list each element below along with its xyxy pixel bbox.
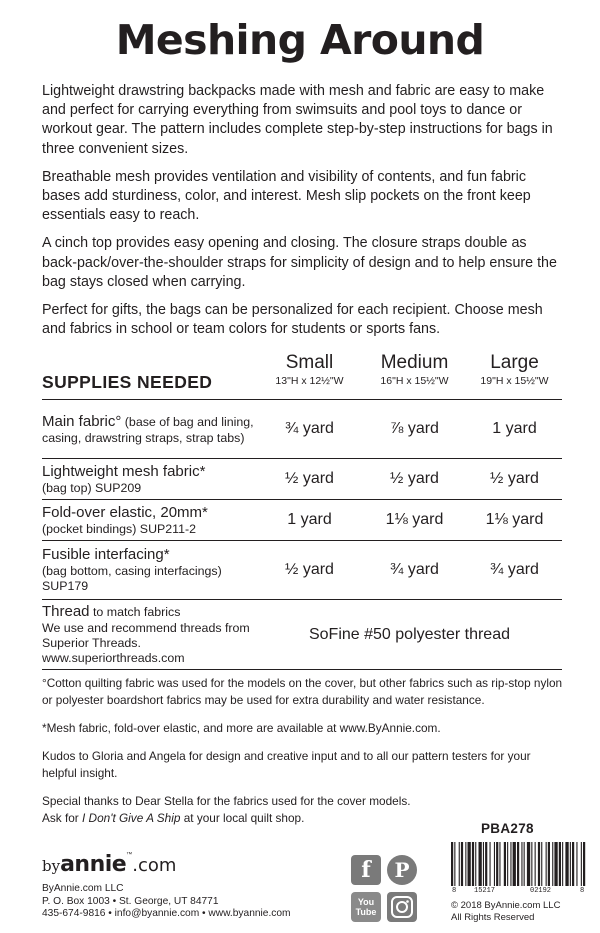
intro-paragraph: Perfect for gifts, the bags can be personalized for each recipient. Choose mesh and fabrics in school or team colors for students or sports fans. bbox=[42, 302, 543, 338]
barcode-bar bbox=[459, 842, 460, 886]
qty-large: 1 yard bbox=[467, 400, 562, 459]
supply-note: (bag top) SUP209 bbox=[42, 480, 142, 495]
thread-line bbox=[42, 603, 257, 621]
barcode-bar bbox=[475, 842, 476, 886]
barcode-bar bbox=[451, 842, 453, 886]
size-name: Medium bbox=[380, 352, 449, 373]
product-name: I Don't Give A Ship bbox=[82, 811, 181, 825]
company-address: P. O. Box 1003 • St. George, UT 84771 bbox=[42, 895, 219, 907]
size-header-large bbox=[467, 352, 562, 388]
qty-small: 1 yard bbox=[257, 500, 362, 541]
youtube-you: You bbox=[357, 897, 375, 907]
barcode-bar bbox=[454, 842, 455, 886]
table-row bbox=[42, 459, 562, 500]
barcode-bar bbox=[521, 842, 522, 886]
company-contact: 435-674-9816 • info@byannie.com • www.byannie.com bbox=[42, 908, 291, 919]
intro-paragraph: A cinch top provides easy opening and closing. The closure straps double as back-pack/over-the-shoulder straps for simplicity of design and to help ensure the bag stays closed when carrying. bbox=[42, 235, 557, 290]
barcode-bar bbox=[562, 842, 563, 886]
supply-item bbox=[42, 541, 257, 600]
thanks-ask: Ask for bbox=[42, 811, 82, 825]
thread-recommendation: We use and recommend threads from Superior Threads. www.superiorthreads.com bbox=[42, 621, 250, 665]
size-name: Large bbox=[490, 352, 539, 373]
qty-small: ¾ yard bbox=[257, 400, 362, 459]
barcode-bar bbox=[490, 842, 491, 886]
barcode-bar bbox=[572, 842, 574, 886]
qty-medium: ¾ yard bbox=[362, 541, 467, 600]
barcode-bar bbox=[479, 842, 482, 886]
thread-value: SoFine #50 polyester thread bbox=[257, 600, 562, 670]
intro-paragraph: Lightweight drawstring backpacks made with mesh and fabric are easy to make and perfect for carrying everything from swimsuits and pool toys to dance or workout gear. The pattern includes complete step-by-step instructions for bags in three convenient sizes. bbox=[42, 83, 553, 157]
company-name: ByAnnie.com LLC bbox=[42, 883, 124, 894]
qty-large: 1⅛ yard bbox=[467, 500, 562, 541]
barcode-bar bbox=[583, 842, 585, 886]
supply-item bbox=[42, 459, 257, 500]
youtube-icon[interactable] bbox=[351, 892, 381, 922]
barcode-bar bbox=[565, 842, 568, 886]
qty-medium: ⅞ yard bbox=[362, 400, 467, 459]
facebook-icon[interactable]: f bbox=[351, 855, 381, 885]
table-row bbox=[42, 500, 562, 541]
supplies-heading: SUPPLIES NEEDED bbox=[42, 372, 213, 392]
barcode-bar bbox=[535, 842, 536, 886]
rights-line: All Rights Reserved bbox=[451, 911, 535, 923]
size-header-medium bbox=[362, 352, 467, 388]
supply-name: Thread bbox=[42, 603, 90, 620]
size-header-small bbox=[257, 352, 362, 388]
barcode bbox=[449, 842, 587, 900]
barcode-bar bbox=[513, 842, 516, 886]
supply-item bbox=[42, 600, 257, 670]
supply-name: Fold-over elastic, 20mm* bbox=[42, 503, 208, 521]
size-dims: 16"H x 15½"W bbox=[380, 375, 449, 387]
barcode-bar bbox=[465, 842, 466, 886]
thanks-line: Special thanks to Dear Stella for the fabrics used for the cover models. bbox=[42, 794, 411, 808]
barcode-bar bbox=[483, 842, 484, 886]
qty-medium: ½ yard bbox=[362, 459, 467, 500]
barcode-bar bbox=[531, 842, 532, 886]
qty-medium: 1⅛ yard bbox=[362, 500, 467, 541]
barcode-bar bbox=[527, 842, 530, 886]
barcode-bar bbox=[538, 842, 540, 886]
barcode-bar bbox=[554, 842, 557, 886]
barcode-bar bbox=[546, 842, 547, 886]
table-row bbox=[42, 541, 562, 600]
logo-tm: ™ bbox=[126, 852, 133, 858]
barcode-bar bbox=[499, 842, 500, 886]
barcode-bar bbox=[517, 842, 519, 886]
barcode-bar bbox=[581, 842, 582, 886]
thanks-ask-end: at your local quilt shop. bbox=[180, 811, 305, 825]
supply-item bbox=[42, 500, 257, 541]
instagram-icon[interactable] bbox=[387, 892, 417, 922]
supply-name: Main fabric° bbox=[42, 412, 122, 430]
supply-note: (bag bottom, casing interfacings) SUP179 bbox=[42, 564, 222, 593]
barcode-bar bbox=[570, 842, 571, 886]
barcode-bar bbox=[496, 842, 498, 886]
intro-paragraph: Breathable mesh provides ventilation and visibility of contents, and fun fabric bases add sturdiness, color, and interest. Mesh slip pockets on the front keep essentials easy to reach. bbox=[42, 168, 531, 224]
barcode-bar bbox=[507, 842, 508, 886]
barcode-bar bbox=[510, 842, 511, 886]
size-dims: 19"H x 15½"W bbox=[480, 375, 549, 387]
note-paragraph: *Mesh fabric, fold-over elastic, and more are available at www.ByAnnie.com. bbox=[42, 721, 441, 735]
youtube-tube: Tube bbox=[355, 907, 377, 917]
barcode-bar bbox=[524, 842, 525, 886]
logo-by: by bbox=[42, 857, 61, 875]
barcode-bar bbox=[494, 842, 495, 886]
size-name: Small bbox=[285, 352, 334, 373]
copyright bbox=[451, 900, 581, 923]
barcode-bars bbox=[449, 842, 587, 886]
note-paragraph: °Cotton quilting fabric was used for the models on the cover, but other fabrics such as rip-stop nylon or polyester boardshort fabrics may be used for extra durability and water resistance. bbox=[42, 676, 563, 707]
supply-note: (base of bag and lining, casing, drawstring straps, strap tabs) bbox=[42, 414, 254, 445]
pinterest-icon[interactable]: P bbox=[387, 855, 417, 885]
barcode-bar bbox=[576, 842, 577, 886]
social-icons bbox=[351, 855, 421, 925]
table-row bbox=[42, 600, 562, 670]
qty-large: ½ yard bbox=[467, 459, 562, 500]
qty-small: ½ yard bbox=[257, 541, 362, 600]
barcode-bar bbox=[485, 842, 487, 886]
barcode-bar bbox=[548, 842, 550, 886]
supply-name: Fusible interfacing* bbox=[42, 546, 170, 563]
page-title: Meshing Around bbox=[115, 16, 485, 64]
copyright-line: © 2018 ByAnnie.com LLC bbox=[451, 900, 561, 911]
qty-small: ½ yard bbox=[257, 459, 362, 500]
barcode-bar bbox=[552, 842, 553, 886]
notes-section bbox=[42, 675, 568, 838]
supply-item bbox=[42, 400, 257, 459]
qty-large: ¾ yard bbox=[467, 541, 562, 600]
intro-text bbox=[42, 82, 562, 348]
barcode-digit: 02192 bbox=[530, 887, 552, 895]
barcode-bar bbox=[504, 842, 506, 886]
supply-note: to match fabrics bbox=[89, 605, 181, 619]
logo-com: .com bbox=[132, 855, 177, 876]
note-paragraph: Kudos to Gloria and Angela for design and creative input and to all our pattern testers for your helpful insight. bbox=[42, 749, 531, 780]
barcode-bar bbox=[541, 842, 542, 886]
supply-note: (pocket bindings) SUP211-2 bbox=[42, 521, 197, 536]
table-row bbox=[42, 400, 562, 459]
supply-name: Lightweight mesh fabric* bbox=[42, 462, 206, 480]
pattern-code: PBA278 bbox=[481, 821, 534, 836]
barcode-bar bbox=[472, 842, 474, 886]
barcode-digit: 8 bbox=[452, 887, 457, 895]
barcode-digit: 15217 bbox=[474, 887, 496, 895]
byannie-logo bbox=[42, 852, 176, 877]
barcode-bar bbox=[468, 842, 471, 886]
barcode-digit: 8 bbox=[580, 887, 585, 895]
size-dims: 13"H x 12½"W bbox=[275, 375, 344, 387]
barcode-bar bbox=[559, 842, 561, 886]
logo-annie: annie bbox=[60, 852, 127, 877]
barcode-bar bbox=[461, 842, 463, 886]
camera-icon bbox=[391, 896, 413, 918]
company-info bbox=[42, 883, 291, 921]
supplies-table bbox=[42, 399, 562, 670]
